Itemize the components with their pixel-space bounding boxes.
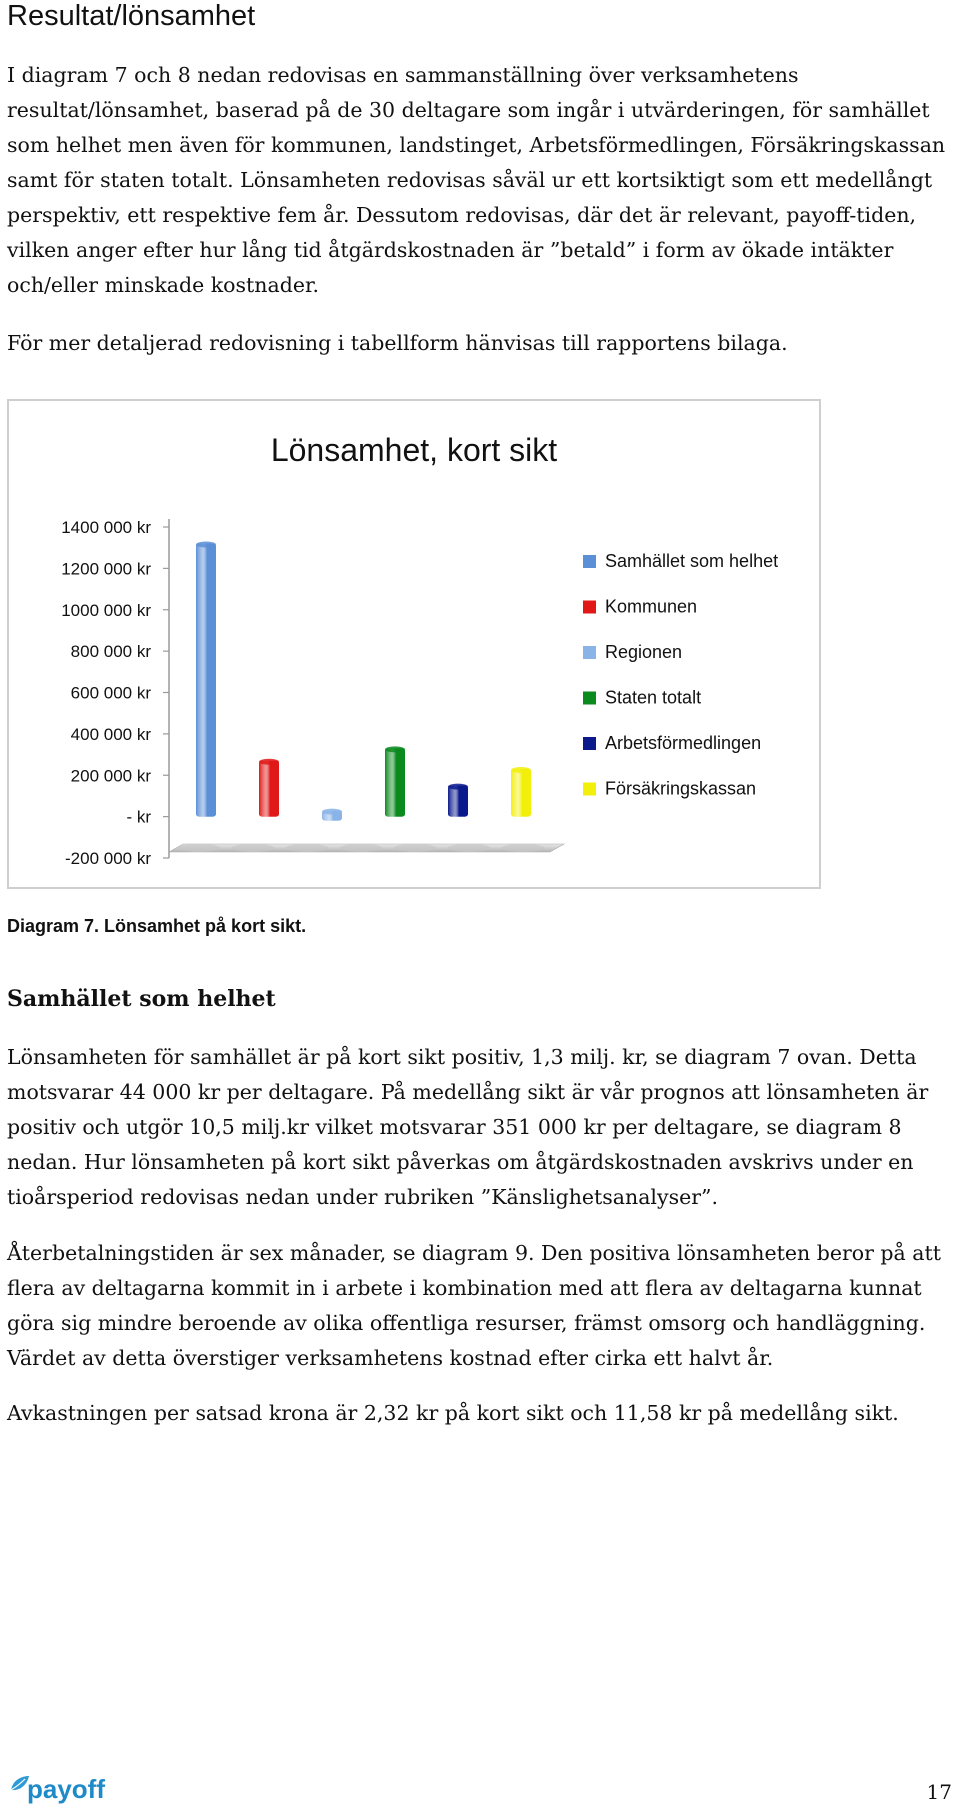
bar-shade [385,748,405,816]
y-tick-label: 800 000 kr [70,642,151,662]
y-tick-label: 200 000 kr [70,766,151,786]
floor-segment [285,844,329,852]
logo-text: payoff [27,1774,105,1804]
paragraph-return: Avkastningen per satsad krona är 2,32 kr på kort sikt och 11,58 kr på medellång sikt. [7,1401,899,1425]
legend-item [583,688,701,708]
chart-caption: Diagram 7. Lönsamhet på kort sikt. [7,916,307,936]
bar-1 [196,542,216,817]
legend-item [583,779,756,799]
chart-axis [61,518,564,868]
y-tick-label: - kr [126,807,151,827]
bar-cap [511,767,531,773]
legend-label: Arbetsförmedlingen [605,733,762,753]
legend-swatch [583,692,596,705]
bar-shade [196,544,216,817]
legend-item [583,642,682,662]
legend-label: Staten totalt [605,687,702,708]
floor-segment [231,844,275,852]
bar-cap [259,759,279,765]
bar-cap [196,542,216,548]
appendix-reference-paragraph: För mer detaljerad redovisning i tabellform hänvisas till rapportens bilaga. [7,331,788,355]
bar-3 [322,809,342,821]
paragraph-profitability: Lönsamheten för samhället är på kort sikt positiv, 1,3 milj. kr, se diagram 7 ovan. Detta motsvarar 44 000 kr per deltagare. På medellång sikt är vår prognos att lönsamheten är positiv och utgör 10,5 milj.kr vilket motsvarar 351 000 kr per deltagare, se diagram 8 nedan. Hur lönsamheten på kort sikt påverkas om åtgärdskostnaden avskrivs under en tioårsperiod redovisas nedan under rubriken ”Känslighetsanalyser”. [7,1045,929,1209]
y-tick-label: 1000 000 kr [61,600,151,620]
legend-item [583,551,778,571]
legend-swatch [583,601,596,614]
chart-legend [583,551,778,799]
payoff-logo [7,1770,117,1806]
legend-item [583,733,761,753]
bar-2 [259,759,279,817]
floor-segment [339,844,383,852]
bar-shade [511,769,531,817]
legend-item [583,597,697,617]
page-title: Resultat/lönsamhet [7,0,256,32]
chart-bars [196,542,531,821]
bar-4 [385,746,405,816]
y-tick-label: 600 000 kr [70,683,151,703]
floor-segment [501,844,545,852]
floor-segment [447,844,491,852]
bar-6 [511,767,531,817]
legend-swatch [583,737,596,750]
legend-label: Regionen [605,642,683,662]
legend-swatch [583,555,596,568]
floor-segment [393,844,437,852]
chart-container [7,399,821,889]
bar-chart [9,401,819,887]
y-tick-label: 1400 000 kr [61,518,151,537]
page-number: 17 [926,1780,952,1804]
legend-label: Samhället som helhet [605,551,779,571]
paragraph-payback: Återbetalningstiden är sex månader, se diagram 9. Den positiva lönsamheten beror på att flera av deltagarna kommit in i arbete i kombination med att flera av deltagarna kunnat göra sig mindre beroende av olika offentliga resurser, främst omsorg och handläggning. Värdet av detta överstiger verksamhetens kostnad efter cirka ett halvt år. [7,1241,941,1370]
bar-shade [448,786,468,817]
legend-swatch [583,646,596,659]
bar-5 [448,784,468,817]
bar-cap [448,784,468,790]
legend-label: Kommunen [605,596,698,617]
chart-title: Lönsamhet, kort sikt [270,432,558,468]
section-heading: Samhället som helhet [7,986,276,1012]
y-tick-label: 400 000 kr [70,724,151,744]
floor-segment [177,844,221,852]
bar-cap [322,809,342,815]
bar-cap [385,746,405,752]
y-tick-label: -200 000 kr [65,849,151,868]
legend-label: Försäkringskassan [605,778,757,799]
bar-shade [259,761,279,817]
legend-swatch [583,783,596,796]
intro-paragraph: I diagram 7 och 8 nedan redovisas en sammanställning över verksamhetens resultat/lönsamhet, baserad på de 30 deltagare som ingår i utvärderingen, för samhället som helhet men även för kommunen, landstinget, Arbetsförmedlingen, Försäkringskassan samt för staten totalt. Lönsamheten redovisas såväl ur ett kortsiktigt som ett medellångt perspektiv, ett respektive fem år. Dessutom redovisas, där det är relevant, payoff-tiden, vilken anger efter hur lång tid åtgärdskostnaden är ”betald” i form av ökade intäkter och/eller minskade kostnader. [7,63,946,297]
y-tick-label: 1200 000 kr [61,559,151,579]
